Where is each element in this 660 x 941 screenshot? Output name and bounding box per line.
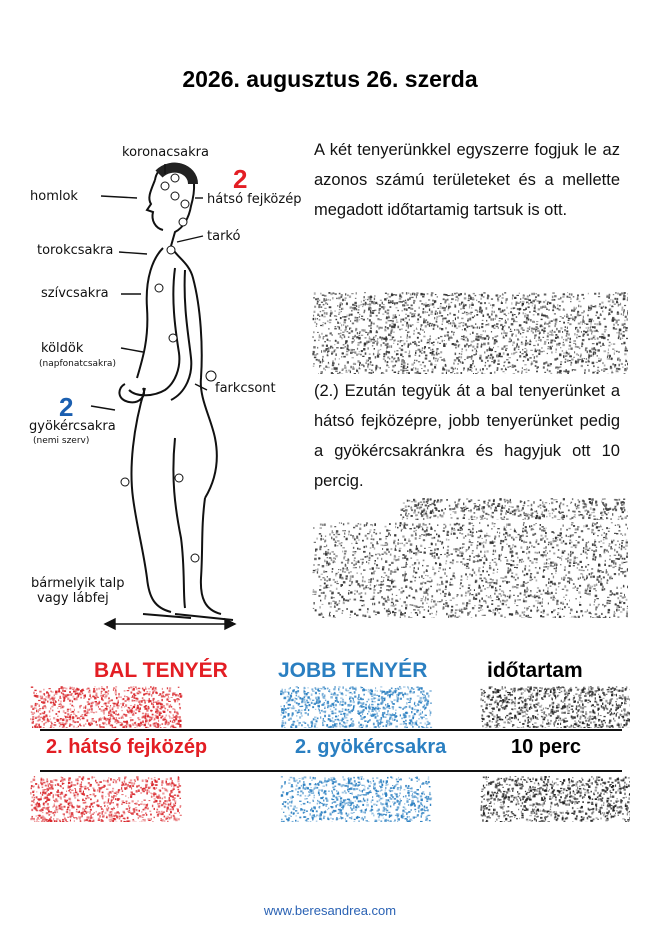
table-rule-bottom: [40, 770, 622, 772]
label-nemi-szerv: (nemi szerv): [33, 436, 90, 446]
label-tarko: tarkó: [207, 229, 241, 244]
table-rule-top: [40, 729, 622, 731]
label-szivcsakra: szívcsakra: [41, 286, 109, 301]
step-paragraph: (2.) Ezután tegyük át a bal tenyerünket a hátsó fejközépre, jobb tenyerünket pedig a gyökércsakránkra és hagyjuk ott 10 percig.: [314, 382, 620, 490]
header-idotartam: időtartam: [487, 659, 583, 682]
label-talp-1: bármelyik talp: [31, 576, 125, 591]
label-koldok: köldök: [41, 341, 84, 356]
marker-blue-2: 2: [59, 392, 74, 422]
label-napfonatcsakra: (napfonatcsakra): [39, 359, 116, 369]
label-koronacsakra: koronacsakra: [122, 145, 209, 160]
noise-block-3: [312, 522, 628, 618]
cell-right: 2. gyökércsakra: [295, 736, 447, 758]
noise-row-2: [30, 776, 630, 822]
label-farkcsont: farkcsont: [215, 381, 276, 396]
cell-duration: 10 perc: [511, 736, 582, 758]
marker-red-2: 2: [233, 164, 248, 194]
cell-left: 2. hátsó fejközép: [46, 736, 208, 758]
body-diagram: [25, 138, 305, 638]
header-jobb-tenyer: JOBB TENYÉR: [278, 659, 428, 682]
noise-row-1: [30, 686, 630, 728]
footer-link[interactable]: www.beresandrea.com: [263, 903, 397, 918]
header-bal-tenyer: BAL TENYÉR: [94, 659, 228, 682]
intro-paragraph: A két tenyerünkkel egyszerre fogjuk le az azonos számú területeket és a mellette megadott időtartamig tartsuk is ott.: [314, 141, 620, 219]
label-hatso-fejkozep: hátsó fejközép: [207, 192, 302, 207]
label-torokcsakra: torokcsakra: [37, 243, 114, 258]
page-date: 2026. augusztus 26. szerda: [182, 66, 478, 92]
label-gyokercsakra: gyökércsakra: [29, 419, 116, 434]
label-talp-2: vagy lábfej: [37, 591, 109, 606]
noise-block-1: [312, 292, 628, 374]
label-homlok: homlok: [30, 189, 78, 204]
noise-block-2: [400, 498, 628, 520]
